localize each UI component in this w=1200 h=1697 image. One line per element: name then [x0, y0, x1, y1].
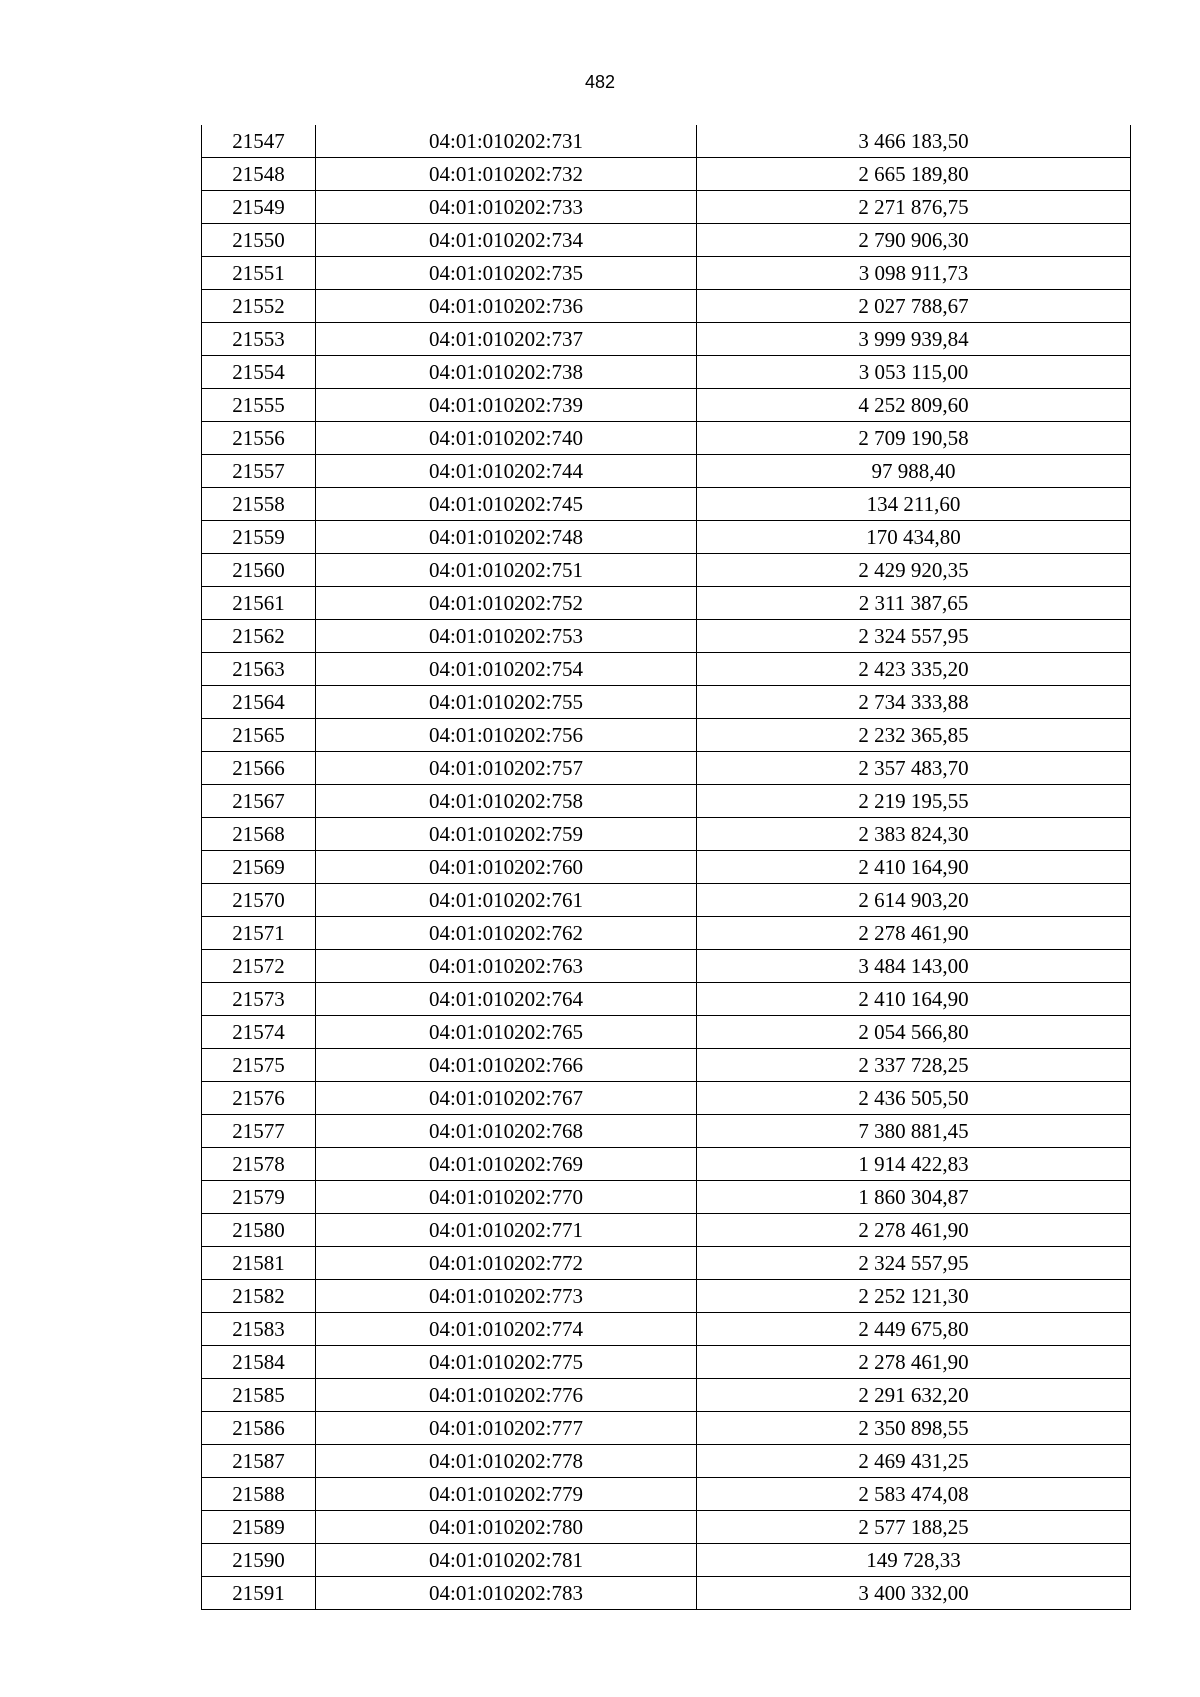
row-number-cell: 21557 [202, 455, 316, 488]
table-row [202, 488, 1131, 521]
cadastral-value-cell: 2 278 461,90 [697, 917, 1131, 950]
cadastral-number-cell: 04:01:010202:748 [316, 521, 697, 554]
cadastral-number-cell: 04:01:010202:762 [316, 917, 697, 950]
cadastral-value-cell: 2 383 824,30 [697, 818, 1131, 851]
cadastral-value-cell: 2 357 483,70 [697, 752, 1131, 785]
table-row [202, 851, 1131, 884]
row-number-cell: 21590 [202, 1544, 316, 1577]
cadastral-number-cell: 04:01:010202:731 [316, 125, 697, 158]
row-number-cell: 21566 [202, 752, 316, 785]
cadastral-number-cell: 04:01:010202:769 [316, 1148, 697, 1181]
row-number-cell: 21552 [202, 290, 316, 323]
cadastral-value-cell: 2 469 431,25 [697, 1445, 1131, 1478]
table-row [202, 455, 1131, 488]
cadastral-value-cell: 1 914 422,83 [697, 1148, 1131, 1181]
row-number-cell: 21565 [202, 719, 316, 752]
row-number-cell: 21551 [202, 257, 316, 290]
cadastral-number-cell: 04:01:010202:759 [316, 818, 697, 851]
row-number-cell: 21553 [202, 323, 316, 356]
cadastral-value-cell: 2 278 461,90 [697, 1346, 1131, 1379]
cadastral-number-cell: 04:01:010202:752 [316, 587, 697, 620]
cadastral-value-cell: 2 577 188,25 [697, 1511, 1131, 1544]
table-row [202, 1181, 1131, 1214]
table-row [202, 686, 1131, 719]
row-number-cell: 21591 [202, 1577, 316, 1610]
row-number-cell: 21588 [202, 1478, 316, 1511]
cadastral-number-cell: 04:01:010202:758 [316, 785, 697, 818]
cadastral-value-cell: 2 219 195,55 [697, 785, 1131, 818]
table-row [202, 257, 1131, 290]
cadastral-number-cell: 04:01:010202:739 [316, 389, 697, 422]
table-row [202, 356, 1131, 389]
cadastral-value-cell: 2 027 788,67 [697, 290, 1131, 323]
row-number-cell: 21584 [202, 1346, 316, 1379]
table-row [202, 1412, 1131, 1445]
cadastral-number-cell: 04:01:010202:744 [316, 455, 697, 488]
cadastral-value-cell: 2 324 557,95 [697, 620, 1131, 653]
cadastral-number-cell: 04:01:010202:753 [316, 620, 697, 653]
table-row [202, 653, 1131, 686]
row-number-cell: 21567 [202, 785, 316, 818]
table-row [202, 1445, 1131, 1478]
cadastral-value-cell: 2 232 365,85 [697, 719, 1131, 752]
cadastral-value-cell: 2 665 189,80 [697, 158, 1131, 191]
cadastral-number-cell: 04:01:010202:734 [316, 224, 697, 257]
cadastral-value-cell: 2 734 333,88 [697, 686, 1131, 719]
cadastral-value-cell: 2 311 387,65 [697, 587, 1131, 620]
row-number-cell: 21554 [202, 356, 316, 389]
cadastral-value-cell: 7 380 881,45 [697, 1115, 1131, 1148]
cadastral-number-cell: 04:01:010202:740 [316, 422, 697, 455]
cadastral-value-cell: 2 410 164,90 [697, 983, 1131, 1016]
table-row [202, 290, 1131, 323]
row-number-cell: 21581 [202, 1247, 316, 1280]
table-row [202, 950, 1131, 983]
row-number-cell: 21549 [202, 191, 316, 224]
cadastral-number-cell: 04:01:010202:755 [316, 686, 697, 719]
cadastral-value-cell: 3 098 911,73 [697, 257, 1131, 290]
cadastral-value-cell: 149 728,33 [697, 1544, 1131, 1577]
table-row [202, 620, 1131, 653]
table-row [202, 1313, 1131, 1346]
cadastral-number-cell: 04:01:010202:775 [316, 1346, 697, 1379]
row-number-cell: 21559 [202, 521, 316, 554]
cadastral-value-cell: 1 860 304,87 [697, 1181, 1131, 1214]
cadastral-number-cell: 04:01:010202:774 [316, 1313, 697, 1346]
table-row [202, 389, 1131, 422]
table-row [202, 884, 1131, 917]
cadastral-value-table [201, 125, 1131, 1610]
cadastral-number-cell: 04:01:010202:781 [316, 1544, 697, 1577]
table-row [202, 587, 1131, 620]
row-number-cell: 21562 [202, 620, 316, 653]
row-number-cell: 21561 [202, 587, 316, 620]
row-number-cell: 21571 [202, 917, 316, 950]
row-number-cell: 21589 [202, 1511, 316, 1544]
row-number-cell: 21558 [202, 488, 316, 521]
row-number-cell: 21556 [202, 422, 316, 455]
cadastral-number-cell: 04:01:010202:732 [316, 158, 697, 191]
cadastral-value-cell: 3 466 183,50 [697, 125, 1131, 158]
table-row [202, 323, 1131, 356]
cadastral-number-cell: 04:01:010202:757 [316, 752, 697, 785]
row-number-cell: 21563 [202, 653, 316, 686]
row-number-cell: 21576 [202, 1082, 316, 1115]
cadastral-value-cell: 3 053 115,00 [697, 356, 1131, 389]
cadastral-number-cell: 04:01:010202:756 [316, 719, 697, 752]
cadastral-number-cell: 04:01:010202:745 [316, 488, 697, 521]
cadastral-number-cell: 04:01:010202:780 [316, 1511, 697, 1544]
table-row [202, 917, 1131, 950]
row-number-cell: 21547 [202, 125, 316, 158]
table-row [202, 1280, 1131, 1313]
row-number-cell: 21580 [202, 1214, 316, 1247]
cadastral-value-cell: 2 709 190,58 [697, 422, 1131, 455]
cadastral-number-cell: 04:01:010202:738 [316, 356, 697, 389]
row-number-cell: 21569 [202, 851, 316, 884]
table-row [202, 224, 1131, 257]
cadastral-value-cell: 3 400 332,00 [697, 1577, 1131, 1610]
cadastral-value-cell: 2 429 920,35 [697, 554, 1131, 587]
row-number-cell: 21560 [202, 554, 316, 587]
table-row [202, 1544, 1131, 1577]
cadastral-number-cell: 04:01:010202:760 [316, 851, 697, 884]
cadastral-number-cell: 04:01:010202:766 [316, 1049, 697, 1082]
cadastral-number-cell: 04:01:010202:772 [316, 1247, 697, 1280]
row-number-cell: 21586 [202, 1412, 316, 1445]
table-row [202, 752, 1131, 785]
cadastral-number-cell: 04:01:010202:761 [316, 884, 697, 917]
cadastral-number-cell: 04:01:010202:736 [316, 290, 697, 323]
cadastral-value-cell: 97 988,40 [697, 455, 1131, 488]
row-number-cell: 21568 [202, 818, 316, 851]
cadastral-number-cell: 04:01:010202:777 [316, 1412, 697, 1445]
cadastral-value-cell: 2 449 675,80 [697, 1313, 1131, 1346]
cadastral-number-cell: 04:01:010202:754 [316, 653, 697, 686]
cadastral-number-cell: 04:01:010202:776 [316, 1379, 697, 1412]
row-number-cell: 21583 [202, 1313, 316, 1346]
page-number: 482 [584, 72, 616, 92]
table-row [202, 1577, 1131, 1610]
cadastral-number-cell: 04:01:010202:765 [316, 1016, 697, 1049]
cadastral-value-cell: 3 999 939,84 [697, 323, 1131, 356]
cadastral-number-cell: 04:01:010202:778 [316, 1445, 697, 1478]
row-number-cell: 21555 [202, 389, 316, 422]
cadastral-value-cell: 2 350 898,55 [697, 1412, 1131, 1445]
table-row [202, 1049, 1131, 1082]
cadastral-value-cell: 2 278 461,90 [697, 1214, 1131, 1247]
cadastral-number-cell: 04:01:010202:764 [316, 983, 697, 1016]
table-row [202, 125, 1131, 158]
table-row [202, 521, 1131, 554]
cadastral-number-cell: 04:01:010202:768 [316, 1115, 697, 1148]
table-row [202, 1214, 1131, 1247]
cadastral-value-cell: 2 252 121,30 [697, 1280, 1131, 1313]
table-row [202, 1082, 1131, 1115]
cadastral-value-cell: 3 484 143,00 [697, 950, 1131, 983]
cadastral-number-cell: 04:01:010202:737 [316, 323, 697, 356]
cadastral-number-cell: 04:01:010202:771 [316, 1214, 697, 1247]
row-number-cell: 21587 [202, 1445, 316, 1478]
row-number-cell: 21575 [202, 1049, 316, 1082]
cadastral-value-cell: 2 337 728,25 [697, 1049, 1131, 1082]
table-row [202, 1478, 1131, 1511]
table-row [202, 1115, 1131, 1148]
cadastral-value-cell: 2 790 906,30 [697, 224, 1131, 257]
cadastral-value-cell: 2 423 335,20 [697, 653, 1131, 686]
cadastral-number-cell: 04:01:010202:751 [316, 554, 697, 587]
cadastral-number-cell: 04:01:010202:783 [316, 1577, 697, 1610]
cadastral-number-cell: 04:01:010202:767 [316, 1082, 697, 1115]
table-row [202, 554, 1131, 587]
row-number-cell: 21572 [202, 950, 316, 983]
table-row [202, 1511, 1131, 1544]
cadastral-value-cell: 2 054 566,80 [697, 1016, 1131, 1049]
cadastral-number-cell: 04:01:010202:735 [316, 257, 697, 290]
table-row [202, 818, 1131, 851]
table-row [202, 1346, 1131, 1379]
table-row [202, 1247, 1131, 1280]
row-number-cell: 21585 [202, 1379, 316, 1412]
table-row [202, 719, 1131, 752]
table-row [202, 191, 1131, 224]
table-row [202, 158, 1131, 191]
cadastral-value-cell: 2 271 876,75 [697, 191, 1131, 224]
cadastral-value-cell: 2 324 557,95 [697, 1247, 1131, 1280]
cadastral-number-cell: 04:01:010202:733 [316, 191, 697, 224]
cadastral-value-cell: 134 211,60 [697, 488, 1131, 521]
cadastral-number-cell: 04:01:010202:770 [316, 1181, 697, 1214]
cadastral-number-cell: 04:01:010202:763 [316, 950, 697, 983]
row-number-cell: 21564 [202, 686, 316, 719]
row-number-cell: 21550 [202, 224, 316, 257]
cadastral-value-cell: 4 252 809,60 [697, 389, 1131, 422]
table-row [202, 1016, 1131, 1049]
table-row [202, 422, 1131, 455]
cadastral-value-cell: 2 614 903,20 [697, 884, 1131, 917]
table-row [202, 1148, 1131, 1181]
row-number-cell: 21579 [202, 1181, 316, 1214]
table-row [202, 983, 1131, 1016]
cadastral-value-cell: 2 583 474,08 [697, 1478, 1131, 1511]
cadastral-value-cell: 2 410 164,90 [697, 851, 1131, 884]
cadastral-number-cell: 04:01:010202:779 [316, 1478, 697, 1511]
row-number-cell: 21578 [202, 1148, 316, 1181]
row-number-cell: 21570 [202, 884, 316, 917]
row-number-cell: 21577 [202, 1115, 316, 1148]
cadastral-value-cell: 2 436 505,50 [697, 1082, 1131, 1115]
cadastral-value-cell: 170 434,80 [697, 521, 1131, 554]
table-row [202, 785, 1131, 818]
row-number-cell: 21582 [202, 1280, 316, 1313]
table-row [202, 1379, 1131, 1412]
cadastral-value-cell: 2 291 632,20 [697, 1379, 1131, 1412]
table-body [202, 125, 1131, 1610]
row-number-cell: 21548 [202, 158, 316, 191]
row-number-cell: 21573 [202, 983, 316, 1016]
cadastral-number-cell: 04:01:010202:773 [316, 1280, 697, 1313]
row-number-cell: 21574 [202, 1016, 316, 1049]
